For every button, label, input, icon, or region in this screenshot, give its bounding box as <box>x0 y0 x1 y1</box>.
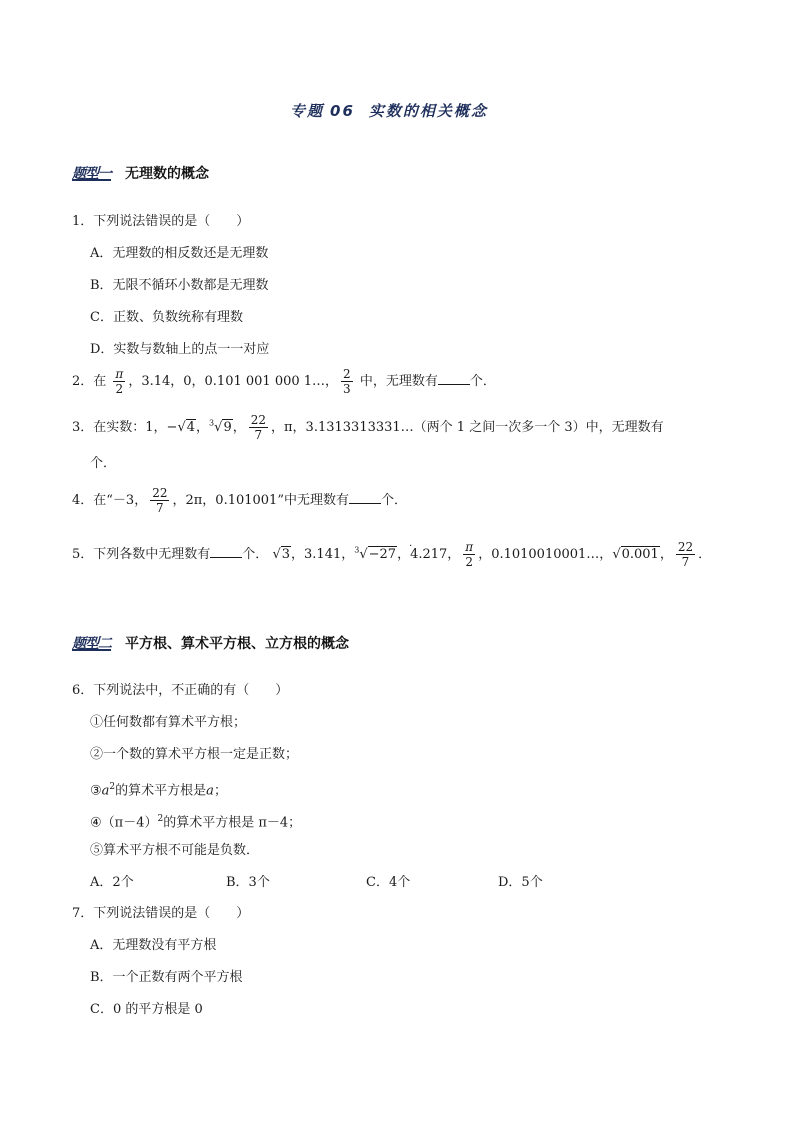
q5-fraction-22-7 <box>676 540 695 569</box>
q6-stem: 6．下列说法中，不正确的有（ ） <box>72 683 289 698</box>
q5-frac-num: π <box>465 540 474 554</box>
title-text: 实数的相关概念 <box>368 102 488 120</box>
q6-item-3-exp: 2 <box>109 782 116 792</box>
q6-item-4-pre: ④（π－4） <box>90 815 158 831</box>
q4-frac-num: 22 <box>152 486 168 500</box>
q2-mid: ，3.14，0，0.101 001 000 1…， <box>128 374 339 389</box>
q5-fraction-pi-2 <box>463 540 475 569</box>
section-1-badge: 题型一 <box>72 166 111 182</box>
q4-line <box>72 486 407 515</box>
q2-blank[interactable] <box>438 372 470 385</box>
q4-frac-den: 7 <box>156 501 164 515</box>
q6-item-1: ①任何数都有算术平方根； <box>90 715 247 730</box>
title-prefix: 专题 <box>290 102 325 120</box>
q1-option-a: A．无理数的相反数还是无理数 <box>90 246 269 261</box>
q1-option-d: D．实数与数轴上的点一一对应 <box>90 342 270 357</box>
q4-pre: 4．在“－3， <box>72 493 148 508</box>
q5-frac-den2: 7 <box>681 555 690 569</box>
q3-sqrt-4: √4 <box>177 420 196 435</box>
q1-stem: 1．下列说法错误的是（ ） <box>72 214 250 229</box>
q4-post: ，2π，0.101001”中无理数有 <box>172 493 349 508</box>
section-2-heading <box>72 633 349 653</box>
q4-end: 个． <box>380 493 407 508</box>
q5-radicand-neg27: −27 <box>368 547 397 562</box>
q2-frac-num: π <box>115 367 124 381</box>
q5-pre: 5．下列各数中无理数有 <box>72 547 211 562</box>
q7-option-b[interactable]: B．一个正数有两个平方根 <box>90 970 243 985</box>
q1-option-c: C．正数、负数统称有理数 <box>90 310 243 325</box>
q5-frac-den: 2 <box>465 555 474 569</box>
q2-frac-den: 2 <box>115 382 124 396</box>
q3-fraction-22-7 <box>249 413 268 442</box>
section-1-title: 无理数的概念 <box>125 166 209 182</box>
q5-sqrt-3: √3 <box>272 547 291 562</box>
q3-radicand-4: 4 <box>186 420 196 435</box>
q5-v1: ，3.141， <box>291 547 355 562</box>
q5-v2: · ，4.217 <box>397 547 447 562</box>
section-2-badge: 题型二 <box>72 636 111 652</box>
q2-pre: 2．在 <box>72 374 107 389</box>
q6-item-3-var: a <box>101 783 110 799</box>
q3-line-2: 个． <box>90 456 117 471</box>
q6-choice-c[interactable]: C．4个 <box>366 875 411 890</box>
q6-item-4-exp: 2 <box>157 814 164 824</box>
q1-option-b: B．无限不循环小数都是无理数 <box>90 278 269 293</box>
q3-frac-den: 7 <box>254 428 263 442</box>
q3-cbrt-9: $^3$√9 <box>209 418 232 435</box>
q6-choice-a[interactable]: A．2个 <box>90 875 134 890</box>
q4-blank[interactable] <box>349 491 381 504</box>
q6-item-3-mid: 的算术平方根是 <box>115 783 207 799</box>
q6-item-4-post: 的算术平方根是 π－4； <box>163 815 302 831</box>
q5-line: 5．下列各数中无理数有 个． √3，3.141，$^3$√−27· ，4.217， $\frac{\pi}{2}$ ，0.1010010001…，√0.001， $\frac{22}{7}$ ． <box>72 540 711 569</box>
q3-line-1: 3．在实数：1，−√4，$^3$√9， $\frac{22}{7}$ ，π，3.1313313331…（两个 1 之间一次多一个 3）中，无理数有 <box>72 413 664 442</box>
q6-choices <box>90 874 543 892</box>
q3-rest: ，π，3.1313313331…（两个 1 之间一次多一个 3）中，无理数有 <box>271 420 664 435</box>
q2-frac2-num: 2 <box>343 367 351 381</box>
q6-item-5: ⑤算术平方根不可能是负数． <box>90 843 260 858</box>
q6-item-3 <box>90 778 227 800</box>
q6-choice-b[interactable]: B．3个 <box>226 875 270 890</box>
q5-cbrt-neg27: $^3$√−27 <box>354 545 397 562</box>
q6-item-3-end: ； <box>213 783 227 799</box>
q6-item-4 <box>90 810 301 832</box>
q7-option-a[interactable]: A．无理数没有平方根 <box>90 938 217 953</box>
q3-pre: 3．在实数：1， <box>72 420 167 435</box>
q6-item-3-pre: ③ <box>90 783 102 799</box>
q3-frac-num: 22 <box>250 413 267 427</box>
q5-frac-num2: 22 <box>677 540 694 554</box>
q6-item-2: ②一个数的算术平方根一定是正数； <box>90 747 299 762</box>
section-2-title: 平方根、算术平方根、立方根的概念 <box>125 636 349 652</box>
q2-frac2-den: 3 <box>343 382 351 396</box>
q7-stem: 7．下列说法错误的是（ ） <box>72 906 250 921</box>
q6-item-3-var2: a <box>206 783 214 799</box>
page-title <box>290 100 488 121</box>
q2-line <box>72 367 496 396</box>
q2-post: 中，无理数有 <box>359 374 438 389</box>
q4-fraction-22-7 <box>150 486 169 515</box>
title-number: 06 <box>330 102 355 120</box>
q5-blank[interactable] <box>210 545 242 558</box>
q5-radicand-3: 3 <box>281 547 291 562</box>
q2-fraction-pi-2 <box>113 367 125 396</box>
q6-choice-d[interactable]: D．5个 <box>498 875 543 890</box>
q5-mid: 个． <box>242 547 269 562</box>
q5-sqrt-0001: √0.001 <box>612 547 659 562</box>
q3-radicand-9: 9 <box>223 420 232 435</box>
q5-radicand-0001: 0.001 <box>621 547 659 562</box>
q5-v3: ，0.1010010001…， <box>478 547 613 562</box>
q2-end: 个． <box>469 374 496 389</box>
q2-fraction-2-3 <box>341 367 353 396</box>
q7-option-c[interactable]: C．0 的平方根是 0 <box>90 1002 203 1017</box>
q3-neg: − <box>166 420 178 435</box>
section-1-heading <box>72 163 209 183</box>
